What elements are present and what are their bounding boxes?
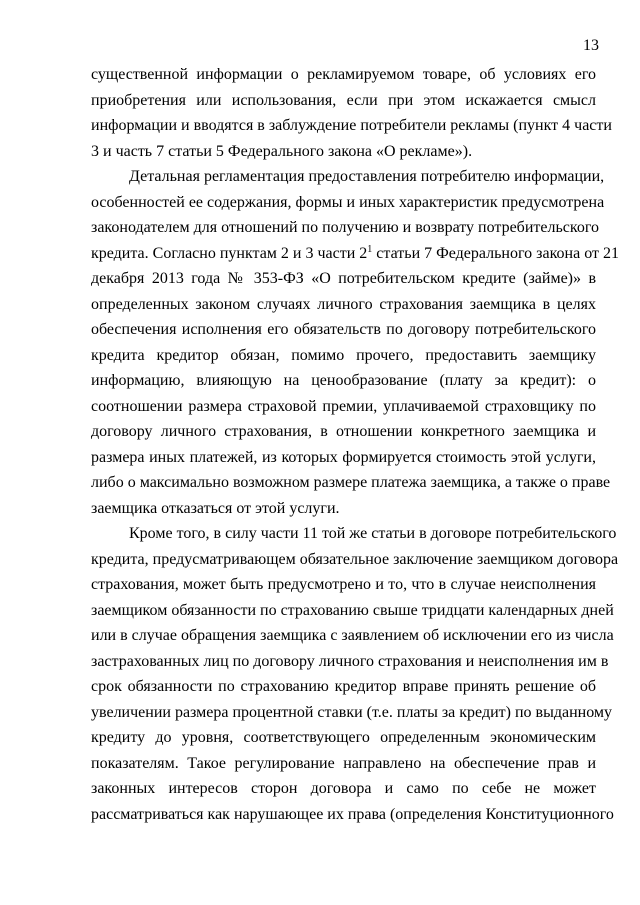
text-line: информацию, влияющую на ценообразование (плату за кредит): о bbox=[91, 372, 596, 389]
text-line: соотношении размера страховой премии, уплачиваемой страховщику по bbox=[91, 397, 596, 415]
text-line: особенностей ее содержания, формы и иных характеристик предусмотрена bbox=[91, 193, 605, 211]
text-line: 3 и часть 7 статьи 5 Федерального закона «О рекламе»). bbox=[91, 142, 473, 160]
text-line: Кроме того, в силу части 11 той же статьи в договоре потребительского bbox=[129, 525, 617, 542]
text-line: декабря 2013 года № 353-ФЗ «О потребительском кредите (займе)» в bbox=[91, 270, 596, 287]
text-line: показателям. Такое регулирование направлено на обеспечение прав и bbox=[91, 754, 596, 772]
text-line: срок обязанности по страхованию кредитор вправе принять решение об bbox=[91, 678, 596, 695]
paragraph-2 bbox=[91, 164, 619, 521]
text-segment: кредита. Согласно пунктам 2 и 3 части 2 bbox=[91, 244, 368, 262]
text-line: заемщиком обязанности по страхованию свыше тридцати календарных дней bbox=[91, 601, 614, 619]
text-line: размера иных платежей, из которых формируется стоимость этой услуги, bbox=[91, 448, 596, 466]
text-line: заемщика отказаться от этой услуги. bbox=[91, 499, 340, 517]
text-line: увеличении размера процентной ставки (т.е. платы за кредит) по выданному bbox=[91, 703, 613, 721]
text-line: кредита, предусматривающем обязательное заключение заемщиком договора bbox=[91, 550, 619, 568]
paragraph-3 bbox=[91, 521, 619, 827]
text-line: или в случае обращения заемщика с заявлением об исключении его из числа bbox=[91, 627, 614, 644]
superscript: 1 bbox=[367, 243, 373, 255]
text-line: определенных законом случаях личного страхования заемщика в целях bbox=[91, 295, 596, 313]
text-segment: статьи 7 Федерального закона от 21 bbox=[376, 244, 619, 262]
text-line: законных интересов сторон договора и само по себе не может bbox=[91, 780, 596, 797]
paragraph-1 bbox=[91, 62, 612, 164]
text-line: рассматриваться как нарушающее их права (определения Конституционного bbox=[91, 805, 614, 823]
text-line: информации и вводятся в заблуждение потребители рекламы (пункт 4 части bbox=[91, 117, 612, 134]
text-line: страхования, может быть предусмотрено и то, что в случае неисполнения bbox=[91, 576, 596, 593]
text-line: застрахованных лиц по договору личного страхования и неисполнения им в bbox=[91, 652, 609, 670]
document-body bbox=[91, 62, 619, 827]
page-number: 13 bbox=[583, 37, 599, 54]
text-line: законодателем для отношений по получению и возврату потребительского bbox=[91, 219, 599, 236]
text-line: кредиту до уровня, соответствующего определенным экономическим bbox=[91, 729, 596, 746]
text-line: приобретения или использования, если при этом искажается смысл bbox=[91, 91, 596, 109]
text-line: либо о максимально возможном размере платежа заемщика, а также о праве bbox=[91, 474, 611, 491]
text-line: существенной информации о рекламируемом товаре, об условиях его bbox=[91, 66, 596, 83]
text-line: кредита кредитор обязан, помимо прочего, предоставить заемщику bbox=[91, 346, 596, 364]
text-line: Детальная регламентация предоставления потребителю информации, bbox=[129, 168, 605, 185]
text-line: обеспечения исполнения его обязательств по договору потребительского bbox=[91, 321, 596, 338]
text-line-with-superscript bbox=[91, 241, 619, 267]
text-line: договору личного страхования, в отношении конкретного заемщика и bbox=[91, 423, 596, 440]
